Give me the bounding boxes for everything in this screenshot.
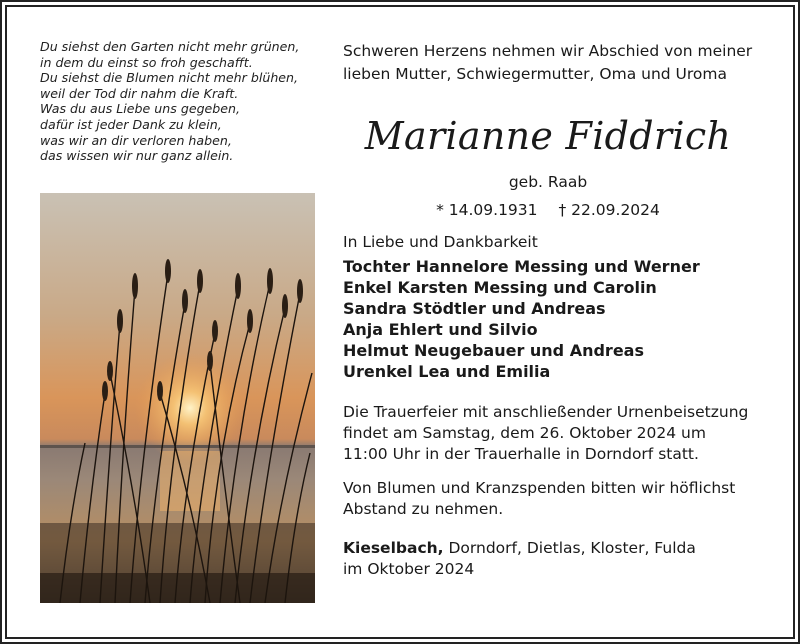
intro-line: Schweren Herzens nehmen wir Abschied von meiner: [343, 42, 753, 60]
intro: [343, 40, 763, 86]
family-member: Anja Ehlert und Silvio: [343, 320, 538, 339]
funeral-line: 11:00 Uhr in der Trauerhalle in Dorndorf statt.: [343, 445, 699, 463]
flowers-request: [343, 478, 763, 520]
poem-line: was wir an dir verloren haben,: [40, 132, 232, 148]
main-place: Kieselbach,: [343, 539, 444, 557]
sunset-reed-photo: [40, 193, 315, 603]
maiden-name: geb. Raab: [508, 173, 588, 191]
poem-line: in dem du einst so froh geschafft.: [40, 54, 253, 70]
poem-line: weil der Tod dir nahm die Kraft.: [40, 85, 239, 101]
poem-line: dafür ist jeder Dank zu klein,: [40, 116, 222, 132]
family-member: Helmut Neugebauer und Andreas: [343, 341, 644, 360]
family-member: Enkel Karsten Messing und Carolin: [343, 278, 657, 297]
dedication: In Liebe und Dankbarkeit: [343, 233, 538, 251]
deceased-name: Marianne Fiddrich: [364, 114, 732, 158]
flowers-line: Von Blumen und Kranzspenden bitten wir höflichst: [343, 479, 736, 497]
notice-text: [343, 40, 763, 580]
funeral-line: Die Trauerfeier mit anschließender Urnenbeisetzung: [343, 403, 749, 421]
place-and-date: [343, 538, 763, 580]
family-member: Sandra Stödtler und Andreas: [343, 299, 606, 318]
poem-line: Was du aus Liebe uns gegeben,: [40, 101, 241, 117]
poem-line: Du siehst den Garten nicht mehr grünen,: [40, 39, 300, 54]
other-places: Dorndorf, Dietlas, Kloster, Fulda: [443, 539, 696, 557]
intro-line: lieben Mutter, Schwiegermutter, Oma und Uroma: [343, 65, 728, 83]
issue-date: im Oktober 2024: [343, 560, 475, 578]
birth-date: * 14.09.1931: [436, 201, 538, 219]
places: [343, 538, 763, 559]
poem-line: das wissen wir nur ganz allein.: [40, 148, 234, 164]
life-dates: [343, 201, 753, 219]
flowers-line: Abstand zu nehmen.: [343, 500, 504, 518]
family-member: Urenkel Lea und Emilia: [343, 362, 551, 381]
funeral-info: [343, 402, 763, 465]
poem: [40, 39, 330, 164]
family-member: Tochter Hannelore Messing und Werner: [343, 257, 700, 276]
death-date: † 22.09.2024: [558, 201, 660, 219]
funeral-line: findet am Samstag, dem 26. Oktober 2024 um: [343, 424, 706, 442]
poem-line: Du siehst die Blumen nicht mehr blühen,: [40, 70, 299, 86]
family-list: [343, 256, 763, 382]
